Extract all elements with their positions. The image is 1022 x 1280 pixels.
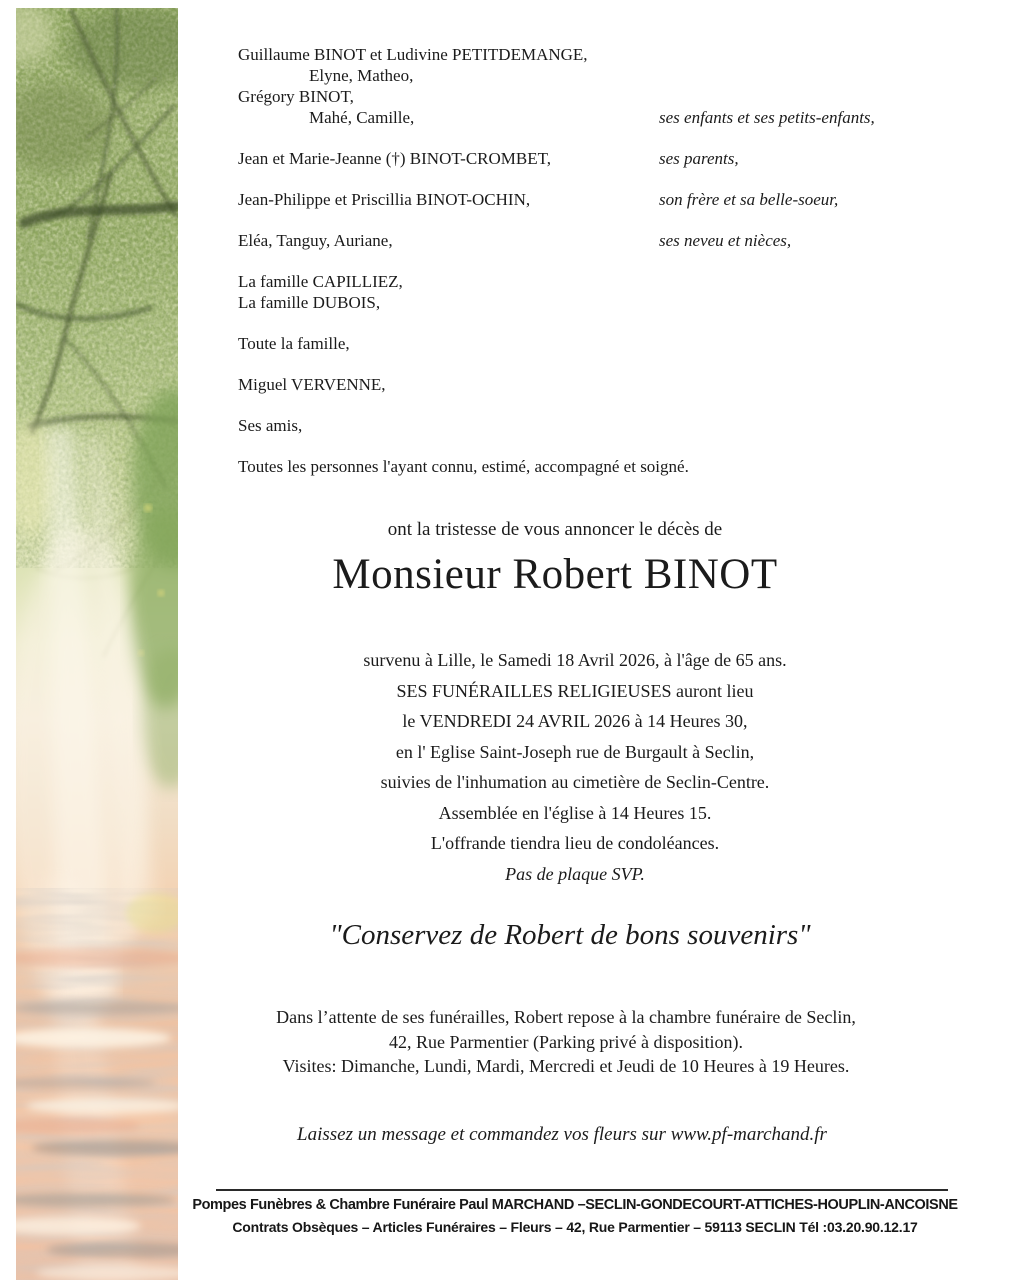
- family-names: Eléa, Tanguy, Auriane,: [238, 231, 393, 250]
- ceremony-line: suivies de l'inhumation au cimetière de Seclin-Centre.: [380, 772, 770, 792]
- family-names: Miguel VERVENNE,: [238, 375, 386, 394]
- flowers-message-line: Laissez un message et commandez vos fleurs sur www.pf-marchand.fr: [297, 1123, 827, 1145]
- relation-label: ses parents,: [659, 149, 739, 168]
- relation-label: ses neveu et nièces,: [659, 231, 792, 250]
- wake-line: Visites: Dimanche, Lundi, Mardi, Mercredi et Jeudi de 10 Heures à 19 Heures.: [282, 1056, 850, 1076]
- family-names: Jean-Philippe et Priscillia BINOT-OCHIN,: [238, 190, 531, 209]
- family-line: [185, 44, 965, 65]
- wake-line: Dans l’attente de ses funérailles, Robert repose à la chambre funéraire de Seclin,: [276, 1007, 856, 1027]
- family-line: [185, 333, 965, 354]
- family-line: [185, 189, 965, 210]
- footer-company-line: Pompes Funèbres & Chambre Funéraire Paul MARCHAND –SECLIN-GONDECOURT-ATTICHES-HOUPLIN-ANCOISNE: [192, 1196, 958, 1213]
- forest-path-photo: [16, 8, 178, 1280]
- family-line: [185, 65, 965, 86]
- ceremony-line: L'offrande tiendra lieu de condoléances.: [430, 833, 720, 853]
- family-line: [185, 107, 965, 128]
- ceremony-line: survenu à Lille, le Samedi 18 Avril 2026, à l'âge de 65 ans.: [363, 650, 787, 670]
- family-line: [185, 292, 965, 313]
- family-list: [185, 0, 965, 477]
- ceremony-details: [185, 645, 965, 889]
- wake-info: [176, 1005, 956, 1079]
- funeral-home-footer: [185, 1189, 965, 1235]
- announcement: [165, 518, 945, 600]
- relation-label: son frère et sa belle-soeur,: [659, 190, 839, 209]
- family-line: [185, 415, 965, 436]
- family-names: Grégory BINOT,: [238, 87, 354, 106]
- announcement-intro: ont la tristesse de vous annoncer le décès de: [387, 519, 723, 540]
- no-plaque-note: Pas de plaque SVP.: [505, 863, 645, 884]
- family-names: Jean et Marie-Jeanne (†) BINOT-CROMBET,: [238, 149, 552, 168]
- forest-path-illustration: [16, 8, 178, 1280]
- family-names: Toutes les personnes l'ayant connu, estimé, accompagné et soigné.: [238, 457, 689, 476]
- footer-services-line: Contrats Obsèques – Articles Funéraires – Fleurs – 42, Rue Parmentier – 59113 SECLIN Tél :03.20.90.12.17: [232, 1218, 918, 1235]
- family-line: [185, 374, 965, 395]
- relation-label: ses enfants et ses petits-enfants,: [659, 108, 875, 127]
- family-line: [185, 271, 965, 292]
- ceremony-line: le VENDREDI 24 AVRIL 2026 à 14 Heures 30,: [402, 711, 748, 731]
- memorial-quote: "Conservez de Robert de bons souvenirs": [329, 919, 811, 951]
- footer-divider: [216, 1189, 948, 1191]
- family-names: Guillaume BINOT et Ludivine PETITDEMANGE,: [238, 45, 588, 64]
- family-names: La famille DUBOIS,: [238, 293, 381, 312]
- family-names: Ses amis,: [238, 416, 303, 435]
- ceremony-line: en l' Eglise Saint-Joseph rue de Burgault à Seclin,: [395, 741, 755, 762]
- family-line: [185, 456, 965, 477]
- obituary-content: [185, 0, 965, 1235]
- ceremony-line: SES FUNÉRAILLES RELIGIEUSES auront lieu: [396, 680, 754, 701]
- family-names: Toute la famille,: [238, 334, 350, 353]
- family-names: Elyne, Matheo,: [309, 66, 414, 85]
- deceased-name: Monsieur Robert BINOT: [332, 551, 778, 598]
- family-line: [185, 86, 965, 107]
- family-names: Mahé, Camille,: [309, 108, 415, 127]
- family-line: [185, 148, 965, 169]
- family-names: La famille CAPILLIEZ,: [238, 272, 403, 291]
- ceremony-line: Assemblée en l'église à 14 Heures 15.: [438, 802, 712, 823]
- wake-line: 42, Rue Parmentier (Parking privé à disposition).: [389, 1031, 743, 1052]
- family-line: [185, 230, 965, 251]
